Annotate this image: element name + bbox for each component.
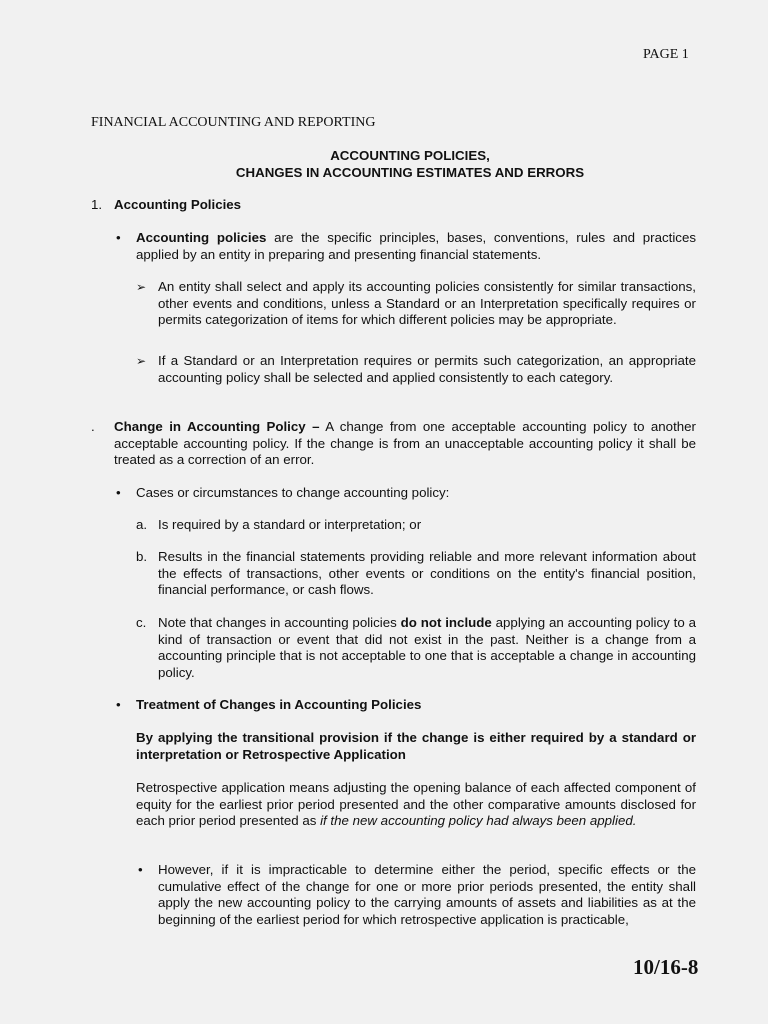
change-in-policy-heading: Change in Accounting Policy – <box>114 419 320 434</box>
cases-intro: Cases or circumstances to change accounting policy: <box>136 485 450 500</box>
arrow-icon: ➢ <box>136 354 147 368</box>
page-number: PAGE 1 <box>643 47 689 62</box>
arrow-item-1: An entity shall select and apply its accounting policies consistently for similar transactions, other events and conditions, unless a Standard or an Interpretation specifically requires or permits categorization of items for which different policies may be appropriate. <box>158 279 696 328</box>
case-letter: a. <box>136 517 148 532</box>
however-bullet: • <box>138 862 143 877</box>
case-c-bold: do not include <box>400 615 492 630</box>
case-c-post: applying an accounting policy to a kind of transaction or event that did not exist in the past. Neither is a change from a accounting principle that is not acceptable to one that is acceptable a change in accounting policy. <box>158 615 696 680</box>
case-letter: b. <box>136 549 148 564</box>
arrow-item-2: If a Standard or an Interpretation requires or permits such categorization, an appropriate accounting policy shall be selected and applied consistently to each category. <box>158 353 696 385</box>
section1-bullet: • <box>116 230 121 245</box>
case-item-b: Results in the financial statements providing reliable and more relevant information about the effects of transactions, other events or conditions on the entity's financial position, financial performance, or cash flows. <box>158 549 696 598</box>
retrospective-italic: if the new accounting policy had always been applied. <box>320 813 637 829</box>
section2-number: . <box>91 419 95 434</box>
cases-bullet: • <box>116 485 121 500</box>
section1-number: 1. <box>91 197 103 212</box>
definition-term: Accounting policies <box>136 230 267 245</box>
change-in-policy-text: A change from one acceptable accounting policy to another acceptable accounting policy. If the change is from an unacceptable accounting policy it shall be treated as a correction of an error. <box>114 419 696 468</box>
definition-text: are the specific principles, bases, conventions, rules and practices applied by an entity in preparing and presenting financial statements. <box>136 230 696 262</box>
course-title: FINANCIAL ACCOUNTING AND REPORTING <box>91 115 376 130</box>
treatment-heading: Treatment of Changes in Accounting Policies <box>136 697 422 712</box>
case-letter: c. <box>136 615 147 630</box>
document-title <box>160 148 660 181</box>
arrow-icon: ➢ <box>136 280 147 294</box>
retrospective-text: Retrospective application means adjusting the opening balance of each affected component of equity for the earliest prior period presented and the other comparative amounts disclosed for each prior period presented as <box>136 780 696 829</box>
document-title-line2: CHANGES IN ACCOUNTING ESTIMATES AND ERRORS <box>235 164 585 180</box>
case-item-c <box>158 615 696 681</box>
accounting-policies-definition <box>136 230 696 263</box>
page-code: 10/16-8 <box>633 955 699 979</box>
document-title-line1: ACCOUNTING POLICIES, <box>330 148 490 163</box>
case-c-pre: Note that changes in accounting policies <box>158 615 401 630</box>
however-paragraph: However, if it is impracticable to determine either the period, specific effects or the cumulative effect of the change for one or more prior periods presented, the entity shall apply the new accounting policy to the carrying amounts of assets and liabilities as at the beginning of the earliest period for which retrospective application is practicable, <box>158 862 696 927</box>
change-in-policy-paragraph <box>114 419 696 469</box>
case-item-a: Is required by a standard or interpretation; or <box>158 517 422 532</box>
treatment-bullet: • <box>116 697 121 712</box>
treatment-subheading: By applying the transitional provision if the change is either required by a standard or interpretation or Retrospective Application <box>136 730 696 762</box>
section1-heading: Accounting Policies <box>114 197 242 212</box>
retrospective-paragraph <box>136 780 696 830</box>
